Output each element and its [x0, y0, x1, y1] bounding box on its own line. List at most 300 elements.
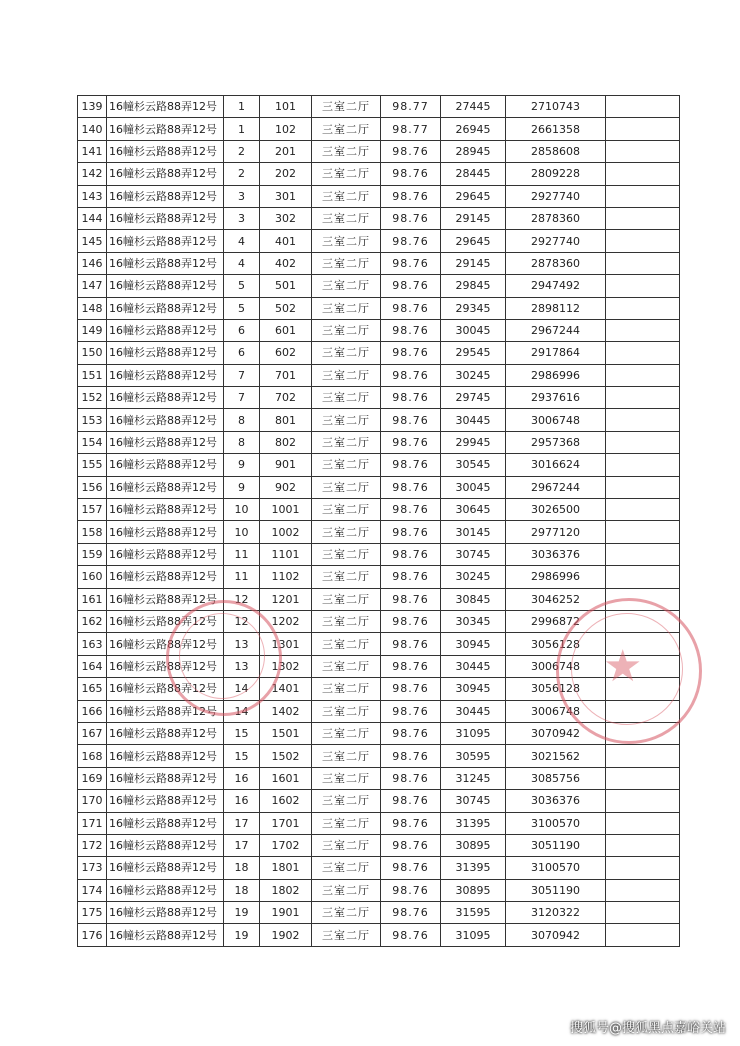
address-cell: 16幢杉云路88弄12号 [107, 700, 224, 722]
total-price-cell: 2878360 [506, 252, 606, 274]
unit-price-cell: 30545 [441, 454, 506, 476]
layout-cell: 三室二厅 [312, 902, 381, 924]
unit-price-cell: 30945 [441, 678, 506, 700]
floor-cell: 19 [224, 902, 260, 924]
total-price-cell: 2937616 [506, 387, 606, 409]
unit-price-cell: 29645 [441, 230, 506, 252]
floor-cell: 19 [224, 924, 260, 946]
layout-cell: 三室二厅 [312, 364, 381, 386]
room-number-cell: 602 [260, 342, 312, 364]
address-cell: 16幢杉云路88弄12号 [107, 521, 224, 543]
remarks-cell [606, 118, 680, 140]
layout-cell: 三室二厅 [312, 790, 381, 812]
floor-cell: 15 [224, 722, 260, 744]
table-row [78, 655, 680, 677]
area-cell: 98.76 [381, 812, 441, 834]
table-row [78, 431, 680, 453]
floor-cell: 11 [224, 566, 260, 588]
remarks-cell [606, 588, 680, 610]
room-number-cell: 501 [260, 275, 312, 297]
remarks-cell [606, 230, 680, 252]
floor-cell: 16 [224, 767, 260, 789]
address-cell: 16幢杉云路88弄12号 [107, 163, 224, 185]
room-number-cell: 1302 [260, 655, 312, 677]
room-number-cell: 1402 [260, 700, 312, 722]
table-row [78, 566, 680, 588]
total-price-cell: 2967244 [506, 476, 606, 498]
room-number-cell: 402 [260, 252, 312, 274]
remarks-cell [606, 834, 680, 856]
layout-cell: 三室二厅 [312, 521, 381, 543]
address-cell: 16幢杉云路88弄12号 [107, 387, 224, 409]
row-index: 160 [78, 566, 107, 588]
total-price-cell: 2661358 [506, 118, 606, 140]
unit-price-cell: 31595 [441, 902, 506, 924]
floor-cell: 18 [224, 857, 260, 879]
table-row [78, 499, 680, 521]
total-price-cell: 3070942 [506, 722, 606, 744]
area-cell: 98.76 [381, 499, 441, 521]
address-cell: 16幢杉云路88弄12号 [107, 924, 224, 946]
layout-cell: 三室二厅 [312, 140, 381, 162]
floor-cell: 4 [224, 252, 260, 274]
table-row [78, 857, 680, 879]
row-index: 173 [78, 857, 107, 879]
unit-price-cell: 31395 [441, 812, 506, 834]
total-price-cell: 3051190 [506, 834, 606, 856]
price-list-table [77, 95, 680, 947]
row-index: 162 [78, 610, 107, 632]
room-number-cell: 802 [260, 431, 312, 453]
layout-cell: 三室二厅 [312, 409, 381, 431]
remarks-cell [606, 745, 680, 767]
remarks-cell [606, 252, 680, 274]
table-row [78, 700, 680, 722]
total-price-cell: 3120322 [506, 902, 606, 924]
table-row [78, 633, 680, 655]
table-row [78, 454, 680, 476]
room-number-cell: 702 [260, 387, 312, 409]
address-cell: 16幢杉云路88弄12号 [107, 767, 224, 789]
table-row [78, 252, 680, 274]
address-cell: 16幢杉云路88弄12号 [107, 207, 224, 229]
layout-cell: 三室二厅 [312, 767, 381, 789]
unit-price-cell: 30245 [441, 364, 506, 386]
address-cell: 16幢杉云路88弄12号 [107, 633, 224, 655]
total-price-cell: 2898112 [506, 297, 606, 319]
floor-cell: 10 [224, 521, 260, 543]
layout-cell: 三室二厅 [312, 319, 381, 341]
remarks-cell [606, 476, 680, 498]
room-number-cell: 201 [260, 140, 312, 162]
table-row [78, 275, 680, 297]
row-index: 153 [78, 409, 107, 431]
row-index: 170 [78, 790, 107, 812]
row-index: 147 [78, 275, 107, 297]
room-number-cell: 1101 [260, 543, 312, 565]
area-cell: 98.76 [381, 252, 441, 274]
remarks-cell [606, 499, 680, 521]
unit-price-cell: 30745 [441, 543, 506, 565]
row-index: 156 [78, 476, 107, 498]
total-price-cell: 3056128 [506, 678, 606, 700]
unit-price-cell: 27445 [441, 96, 506, 118]
room-number-cell: 1901 [260, 902, 312, 924]
area-cell: 98.76 [381, 745, 441, 767]
area-cell: 98.76 [381, 655, 441, 677]
total-price-cell: 2878360 [506, 207, 606, 229]
row-index: 168 [78, 745, 107, 767]
address-cell: 16幢杉云路88弄12号 [107, 230, 224, 252]
room-number-cell: 202 [260, 163, 312, 185]
address-cell: 16幢杉云路88弄12号 [107, 454, 224, 476]
remarks-cell [606, 431, 680, 453]
layout-cell: 三室二厅 [312, 252, 381, 274]
row-index: 175 [78, 902, 107, 924]
row-index: 140 [78, 118, 107, 140]
row-index: 152 [78, 387, 107, 409]
remarks-cell [606, 610, 680, 632]
unit-price-cell: 29945 [441, 431, 506, 453]
area-cell: 98.77 [381, 118, 441, 140]
total-price-cell: 2947492 [506, 275, 606, 297]
row-index: 143 [78, 185, 107, 207]
room-number-cell: 1201 [260, 588, 312, 610]
room-number-cell: 401 [260, 230, 312, 252]
floor-cell: 17 [224, 834, 260, 856]
total-price-cell: 3100570 [506, 812, 606, 834]
remarks-cell [606, 207, 680, 229]
layout-cell: 三室二厅 [312, 543, 381, 565]
unit-price-cell: 30445 [441, 655, 506, 677]
area-cell: 98.76 [381, 364, 441, 386]
area-cell: 98.76 [381, 857, 441, 879]
total-price-cell: 3100570 [506, 857, 606, 879]
floor-cell: 3 [224, 207, 260, 229]
table-row [78, 812, 680, 834]
layout-cell: 三室二厅 [312, 118, 381, 140]
area-cell: 98.77 [381, 96, 441, 118]
row-index: 144 [78, 207, 107, 229]
table-row [78, 476, 680, 498]
area-cell: 98.76 [381, 230, 441, 252]
total-price-cell: 2996872 [506, 610, 606, 632]
area-cell: 98.76 [381, 902, 441, 924]
total-price-cell: 2858608 [506, 140, 606, 162]
room-number-cell: 101 [260, 96, 312, 118]
floor-cell: 18 [224, 879, 260, 901]
row-index: 158 [78, 521, 107, 543]
seal-star-icon: ★ [603, 641, 643, 692]
total-price-cell: 3021562 [506, 745, 606, 767]
layout-cell: 三室二厅 [312, 924, 381, 946]
floor-cell: 17 [224, 812, 260, 834]
layout-cell: 三室二厅 [312, 812, 381, 834]
table-row [78, 790, 680, 812]
total-price-cell: 3006748 [506, 700, 606, 722]
layout-cell: 三室二厅 [312, 588, 381, 610]
table-row [78, 543, 680, 565]
floor-cell: 15 [224, 745, 260, 767]
unit-price-cell: 30445 [441, 409, 506, 431]
table-row [78, 722, 680, 744]
layout-cell: 三室二厅 [312, 454, 381, 476]
layout-cell: 三室二厅 [312, 207, 381, 229]
row-index: 169 [78, 767, 107, 789]
layout-cell: 三室二厅 [312, 745, 381, 767]
total-price-cell: 3036376 [506, 790, 606, 812]
total-price-cell: 2957368 [506, 431, 606, 453]
row-index: 148 [78, 297, 107, 319]
total-price-cell: 3051190 [506, 879, 606, 901]
row-index: 141 [78, 140, 107, 162]
floor-cell: 9 [224, 476, 260, 498]
address-cell: 16幢杉云路88弄12号 [107, 319, 224, 341]
floor-cell: 6 [224, 342, 260, 364]
floor-cell: 5 [224, 275, 260, 297]
room-number-cell: 1701 [260, 812, 312, 834]
remarks-cell [606, 700, 680, 722]
remarks-cell [606, 409, 680, 431]
unit-price-cell: 31095 [441, 924, 506, 946]
floor-cell: 9 [224, 454, 260, 476]
floor-cell: 12 [224, 588, 260, 610]
room-number-cell: 601 [260, 319, 312, 341]
unit-price-cell: 28445 [441, 163, 506, 185]
layout-cell: 三室二厅 [312, 678, 381, 700]
row-index: 163 [78, 633, 107, 655]
room-number-cell: 301 [260, 185, 312, 207]
area-cell: 98.76 [381, 588, 441, 610]
table-row [78, 185, 680, 207]
area-cell: 98.76 [381, 790, 441, 812]
area-cell: 98.76 [381, 207, 441, 229]
floor-cell: 16 [224, 790, 260, 812]
remarks-cell [606, 521, 680, 543]
layout-cell: 三室二厅 [312, 834, 381, 856]
remarks-cell [606, 767, 680, 789]
area-cell: 98.76 [381, 633, 441, 655]
unit-price-cell: 29145 [441, 252, 506, 274]
floor-cell: 3 [224, 185, 260, 207]
remarks-cell [606, 297, 680, 319]
area-cell: 98.76 [381, 297, 441, 319]
address-cell: 16幢杉云路88弄12号 [107, 655, 224, 677]
total-price-cell: 2809228 [506, 163, 606, 185]
area-cell: 98.76 [381, 543, 441, 565]
address-cell: 16幢杉云路88弄12号 [107, 118, 224, 140]
total-price-cell: 2917864 [506, 342, 606, 364]
room-number-cell: 1802 [260, 879, 312, 901]
table-row [78, 588, 680, 610]
room-number-cell: 1902 [260, 924, 312, 946]
table-row [78, 319, 680, 341]
layout-cell: 三室二厅 [312, 275, 381, 297]
area-cell: 98.76 [381, 678, 441, 700]
table-row [78, 118, 680, 140]
layout-cell: 三室二厅 [312, 431, 381, 453]
unit-price-cell: 30645 [441, 499, 506, 521]
room-number-cell: 502 [260, 297, 312, 319]
area-cell: 98.76 [381, 387, 441, 409]
area-cell: 98.76 [381, 879, 441, 901]
remarks-cell [606, 790, 680, 812]
floor-cell: 6 [224, 319, 260, 341]
table-row [78, 610, 680, 632]
room-number-cell: 1602 [260, 790, 312, 812]
layout-cell: 三室二厅 [312, 476, 381, 498]
layout-cell: 三室二厅 [312, 566, 381, 588]
layout-cell: 三室二厅 [312, 96, 381, 118]
floor-cell: 2 [224, 140, 260, 162]
floor-cell: 7 [224, 387, 260, 409]
address-cell: 16幢杉云路88弄12号 [107, 678, 224, 700]
table-row [78, 902, 680, 924]
address-cell: 16幢杉云路88弄12号 [107, 588, 224, 610]
table-row [78, 745, 680, 767]
row-index: 174 [78, 879, 107, 901]
total-price-cell: 3026500 [506, 499, 606, 521]
row-index: 142 [78, 163, 107, 185]
room-number-cell: 701 [260, 364, 312, 386]
table-row [78, 387, 680, 409]
area-cell: 98.76 [381, 319, 441, 341]
room-number-cell: 1502 [260, 745, 312, 767]
address-cell: 16幢杉云路88弄12号 [107, 252, 224, 274]
area-cell: 98.76 [381, 722, 441, 744]
unit-price-cell: 31245 [441, 767, 506, 789]
address-cell: 16幢杉云路88弄12号 [107, 96, 224, 118]
area-cell: 98.76 [381, 185, 441, 207]
total-price-cell: 3046252 [506, 588, 606, 610]
row-index: 176 [78, 924, 107, 946]
unit-price-cell: 29845 [441, 275, 506, 297]
layout-cell: 三室二厅 [312, 185, 381, 207]
remarks-cell [606, 879, 680, 901]
table-row [78, 342, 680, 364]
unit-price-cell: 30945 [441, 633, 506, 655]
unit-price-cell: 29345 [441, 297, 506, 319]
total-price-cell: 3070942 [506, 924, 606, 946]
unit-price-cell: 30895 [441, 834, 506, 856]
remarks-cell [606, 924, 680, 946]
address-cell: 16幢杉云路88弄12号 [107, 297, 224, 319]
unit-price-cell: 26945 [441, 118, 506, 140]
total-price-cell: 2710743 [506, 96, 606, 118]
unit-price-cell: 30145 [441, 521, 506, 543]
address-cell: 16幢杉云路88弄12号 [107, 902, 224, 924]
total-price-cell: 3056128 [506, 633, 606, 655]
floor-cell: 12 [224, 610, 260, 632]
row-index: 139 [78, 96, 107, 118]
remarks-cell [606, 454, 680, 476]
floor-cell: 14 [224, 700, 260, 722]
area-cell: 98.76 [381, 521, 441, 543]
address-cell: 16幢杉云路88弄12号 [107, 566, 224, 588]
area-cell: 98.76 [381, 700, 441, 722]
area-cell: 98.76 [381, 275, 441, 297]
remarks-cell [606, 655, 680, 677]
row-index: 155 [78, 454, 107, 476]
total-price-cell: 3036376 [506, 543, 606, 565]
row-index: 154 [78, 431, 107, 453]
address-cell: 16幢杉云路88弄12号 [107, 140, 224, 162]
unit-price-cell: 29645 [441, 185, 506, 207]
area-cell: 98.76 [381, 610, 441, 632]
table-row [78, 163, 680, 185]
area-cell: 98.76 [381, 476, 441, 498]
address-cell: 16幢杉云路88弄12号 [107, 722, 224, 744]
total-price-cell: 2967244 [506, 319, 606, 341]
remarks-cell [606, 163, 680, 185]
area-cell: 98.76 [381, 454, 441, 476]
area-cell: 98.76 [381, 924, 441, 946]
address-cell: 16幢杉云路88弄12号 [107, 275, 224, 297]
area-cell: 98.76 [381, 566, 441, 588]
row-index: 157 [78, 499, 107, 521]
floor-cell: 4 [224, 230, 260, 252]
table-row [78, 230, 680, 252]
table-row [78, 879, 680, 901]
total-price-cell: 3006748 [506, 655, 606, 677]
remarks-cell [606, 387, 680, 409]
room-number-cell: 902 [260, 476, 312, 498]
remarks-cell [606, 185, 680, 207]
table-row [78, 96, 680, 118]
room-number-cell: 1301 [260, 633, 312, 655]
room-number-cell: 102 [260, 118, 312, 140]
area-cell: 98.76 [381, 140, 441, 162]
area-cell: 98.76 [381, 409, 441, 431]
table-row [78, 364, 680, 386]
room-number-cell: 1801 [260, 857, 312, 879]
row-index: 149 [78, 319, 107, 341]
address-cell: 16幢杉云路88弄12号 [107, 499, 224, 521]
table-row [78, 834, 680, 856]
remarks-cell [606, 140, 680, 162]
unit-price-cell: 31095 [441, 722, 506, 744]
layout-cell: 三室二厅 [312, 700, 381, 722]
floor-cell: 8 [224, 409, 260, 431]
layout-cell: 三室二厅 [312, 879, 381, 901]
total-price-cell: 2927740 [506, 230, 606, 252]
total-price-cell: 3016624 [506, 454, 606, 476]
floor-cell: 13 [224, 633, 260, 655]
unit-price-cell: 30745 [441, 790, 506, 812]
row-index: 146 [78, 252, 107, 274]
row-index: 167 [78, 722, 107, 744]
unit-price-cell: 30445 [441, 700, 506, 722]
remarks-cell [606, 722, 680, 744]
layout-cell: 三室二厅 [312, 297, 381, 319]
area-cell: 98.76 [381, 163, 441, 185]
room-number-cell: 1401 [260, 678, 312, 700]
unit-price-cell: 29145 [441, 207, 506, 229]
row-index: 164 [78, 655, 107, 677]
room-number-cell: 1102 [260, 566, 312, 588]
address-cell: 16幢杉云路88弄12号 [107, 431, 224, 453]
unit-price-cell: 31395 [441, 857, 506, 879]
floor-cell: 8 [224, 431, 260, 453]
watermark-text: 搜狐号@搜狐黑点嘉峪关站 [569, 1021, 726, 1036]
table-row [78, 767, 680, 789]
table-row [78, 409, 680, 431]
table-row [78, 924, 680, 946]
room-number-cell: 1002 [260, 521, 312, 543]
floor-cell: 11 [224, 543, 260, 565]
address-cell: 16幢杉云路88弄12号 [107, 879, 224, 901]
area-cell: 98.76 [381, 431, 441, 453]
